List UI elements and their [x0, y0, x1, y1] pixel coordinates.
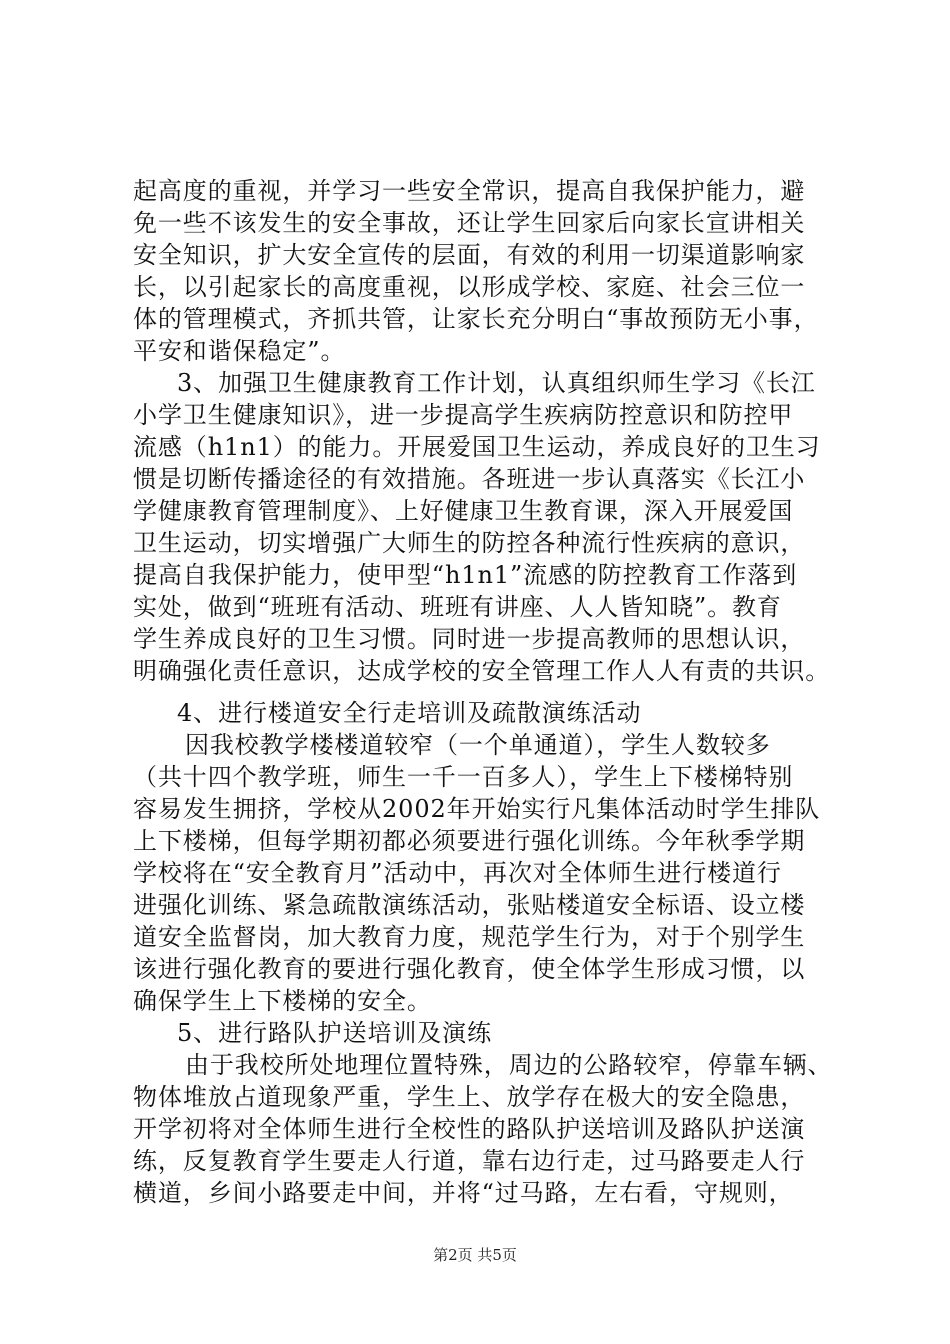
paragraph-line: 该进行强化教育的要进行强化教育，使全体学生形成习惯，以 [133, 955, 806, 983]
paragraph-line: 进强化训练、紧急疏散演练活动，张贴楼道安全标语、设立楼 [133, 891, 806, 919]
paragraph-line: 长，以引起家长的高度重视，以形成学校、家庭、社会三位一 [133, 273, 806, 301]
paragraph-line: 起高度的重视，并学习一些安全常识，提高自我保护能力，避 [133, 177, 806, 205]
paragraph-line: 物体堆放占道现象严重，学生上、放学存在极大的安全隐患， [133, 1083, 806, 1111]
paragraph-line: 因我校教学楼楼道较窄（一个单通道），学生人数较多 [185, 731, 771, 759]
paragraph-line: 卫生运动，切实增强广大师生的防控各种流行性疾病的意识， [133, 529, 806, 557]
paragraph-line: 上下楼梯，但每学期初都必须要进行强化训练。今年秋季学期 [133, 827, 806, 855]
paragraph-line: 提高自我保护能力，使甲型“h1n1”流感的防控教育工作落到 [133, 561, 798, 589]
paragraph-line: 安全知识，扩大安全宣传的层面，有效的利用一切渠道影响家 [133, 241, 806, 269]
paragraph-line: 明确强化责任意识，达成学校的安全管理工作人人有责的共识。 [133, 657, 831, 685]
paragraph-line: 容易发生拥挤，学校从2002年开始实行凡集体活动时学生排队 [133, 795, 821, 823]
paragraph-line: 由于我校所处地理位置特殊，周边的公路较窄，停靠车辆、 [185, 1051, 833, 1079]
paragraph-line: 学生养成良好的卫生习惯。同时进一步提高教师的思想认识， [133, 625, 806, 653]
paragraph-line: 确保学生上下楼梯的安全。 [133, 987, 432, 1015]
paragraph-line: 流感（h1n1）的能力。开展爱国卫生运动，养成良好的卫生习 [133, 433, 821, 461]
paragraph-line: 实处，做到“班班有活动、班班有讲座、人人皆知晓”。教育 [133, 593, 782, 621]
page-footer: 第2页 共5页 [433, 1246, 517, 1264]
paragraph-line: 练，反复教育学生要走人行道，靠右边行走，过马路要走人行 [133, 1147, 806, 1175]
paragraph-line: 惯是切断传播途径的有效措施。各班进一步认真落实《长江小 [133, 465, 806, 493]
paragraph-line: 5、进行路队护送培训及演练 [177, 1019, 492, 1047]
paragraph-line: 体的管理模式，齐抓共管，让家长充分明白“事故预防无小事， [133, 305, 819, 333]
paragraph-line: （共十四个教学班，师生一千一百多人），学生上下楼梯特别 [133, 763, 794, 791]
paragraph-line: 3、加强卫生健康教育工作计划，认真组织师生学习《长江 [177, 369, 816, 397]
paragraph-line: 学校将在“安全教育月”活动中，再次对全体师生进行楼道行 [133, 859, 782, 887]
paragraph-line: 免一些不该发生的安全事故，还让学生回家后向家长宣讲相关 [133, 209, 806, 237]
paragraph-line: 小学卫生健康知识》，进一步提高学生疾病防控意识和防控甲 [133, 401, 794, 429]
paragraph-line: 4、进行楼道安全行走培训及疏散演练活动 [177, 699, 642, 727]
paragraph-line: 开学初将对全体师生进行全校性的路队护送培训及路队护送演 [133, 1115, 806, 1143]
paragraph-line: 道安全监督岗，加大教育力度，规范学生行为，对于个别学生 [133, 923, 806, 951]
paragraph-line: 学健康教育管理制度》、上好健康卫生教育课，深入开展爱国 [133, 497, 794, 525]
paragraph-line: 横道，乡间小路要走中间，并将“过马路，左右看，守规则， [133, 1179, 794, 1207]
paragraph-line: 平安和谐保稳定”。 [133, 337, 346, 365]
